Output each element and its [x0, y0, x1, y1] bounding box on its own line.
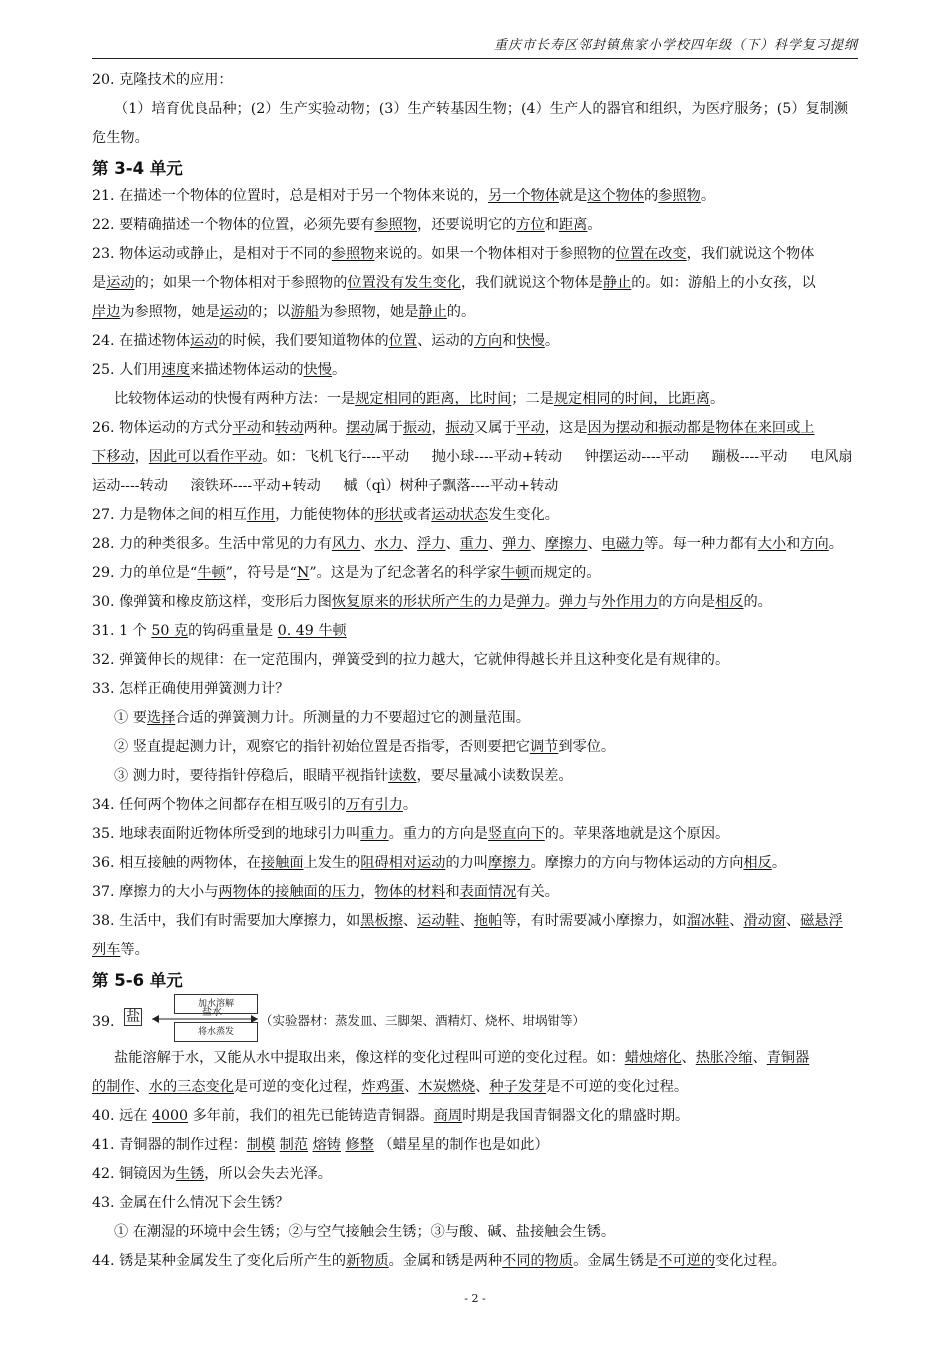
item-33-step3: ③ 测力时，要待指针停稳后，眼睛平视指针读数，要尽量减小读数误差。: [114, 768, 573, 784]
item-23-cont: 是运动的；如果一个物体相对于参照物的位置没有发生变化，我们就说这个物体是静止的。如：游船上的小女孩，以: [92, 275, 816, 291]
item-20: 20. 克隆技术的应用：: [92, 72, 233, 88]
item-33-step2: ② 竖直提起测力计，观察它的指针初始位置是否指零，否则要把它调节到零位。: [114, 739, 616, 755]
equipment-note: （实验器材：蒸发皿、三脚架、酒精灯、烧杯、坩埚钳等）: [260, 1013, 586, 1028]
section-heading-3-4: 第 3-4 单元: [92, 159, 183, 178]
item-27: 27. 力是物体之间的相互作用，力能使物体的形状或者运动状态发生变化。: [92, 507, 559, 523]
item-43: 43. 金属在什么情况下会生锈？: [92, 1195, 290, 1211]
document-body: [92, 66, 872, 1276]
dissolve-box: 加水溶解: [174, 994, 258, 1014]
item-23: 23. 物体运动或静止，是相对于不同的参照物来说的。如果一个物体相对于参照物的位置在改变，我们就说这个物体: [92, 246, 815, 262]
item-25: 25. 人们用速度来描述物体运动的快慢。: [92, 362, 347, 378]
item-38: 38. 生活中，我们有时需要加大摩擦力，如黑板擦、运动鞋、拖帕等，有时需要减小摩擦力，如溜冰鞋、滑动窗、磁悬浮: [92, 913, 843, 929]
item-20-detail-cont: 危生物。: [92, 130, 149, 146]
item-23-cont2: 岸边为参照物，她是运动的；以游船为参照物，她是静止的。: [92, 304, 476, 320]
header-rule: [92, 58, 858, 59]
item-26-examples: 运动----转动 滚铁环----平动+转动 槭（qì）树种子飘落----平动+转动: [92, 478, 559, 494]
item-33: 33. 怎样正确使用弹簧测力计？: [92, 681, 290, 697]
item-22: 22. 要精确描述一个物体的位置，必须先要有参照物，还要说明它的方位和距离。: [92, 217, 602, 233]
item-33-step1: ① 要选择合适的弹簧测力计。所测量的力不要超过它的测量范围。: [114, 710, 530, 726]
page-number: - 2 -: [464, 1292, 486, 1305]
item-39-text: 盐能溶解于水，又能从水中提取出来，像这样的变化过程叫可逆的变化过程。如：蜡烛熔化、热胀冷缩、青铜器: [114, 1050, 810, 1066]
item-25-methods: 比较物体运动的快慢有两种方法：一是规定相同的距离，比时间；二是规定相同的时间，比距离。: [114, 391, 725, 407]
item-41: 41. 青铜器的制作过程：制模 制范 熔铸 修整 （蜡星星的制作也是如此）: [92, 1137, 549, 1153]
salt-label: 盐: [126, 1009, 141, 1025]
item-40: 40. 远在 4000 多年前，我们的祖先已能铸造青铜器。商周时期是我国青铜器文化的鼎盛时期。: [92, 1108, 690, 1124]
item-37: 37. 摩擦力的大小与两物体的接触面的压力，物体的材料和表面情况有关。: [92, 884, 559, 900]
item-29: 29. 力的单位是“牛顿”，符号是“N”。这是为了纪念著名的科学家牛顿而规定的。: [92, 565, 601, 581]
item-39-diagram: [92, 994, 872, 1044]
item-31: 31. 1 个 50 克的钩码重量是 0. 49 牛顿: [92, 623, 347, 639]
item-38-cont: 列车等。: [92, 942, 149, 958]
item-24: 24. 在描述物体运动的时候，我们要知道物体的位置、运动的方向和快慢。: [92, 333, 560, 349]
item-39-text-cont: 的制作、水的三态变化是可逆的变化过程，炸鸡蛋、木炭燃烧、种子发芽是不可逆的变化过程。: [92, 1079, 689, 1095]
item-26-cont: 下移动，因此可以看作平动。如：飞机飞行----平动 抛小球----平动+转动 钟摆运动----平动 蹦极----平动 电风扇: [92, 449, 853, 465]
page-header: 重庆市长寿区邻封镇焦家小学校四年级（下）科学复习提纲: [493, 38, 858, 53]
item-35: 35. 地球表面附近物体所受到的地球引力叫重力。重力的方向是竖直向下的。苹果落地就是这个原因。: [92, 826, 730, 842]
evaporate-box: 将水蒸发: [174, 1022, 258, 1042]
item-30: 30. 像弹簧和橡皮筋这样，变形后力图恢复原来的形状所产生的力是弹力。弹力与外作用力的方向是相反的。: [92, 594, 772, 610]
item-42: 42. 铜镜因为生锈，所以会失去光泽。: [92, 1166, 332, 1182]
item-36: 36. 相互接触的两物体，在接触面上发生的阻碍相对运动的力叫摩擦力。摩擦力的方向与物体运动的方向相反。: [92, 855, 787, 871]
item-20-detail: （1）培育优良品种；(2）生产实验动物；(3）生产转基因生物；(4）生产人的器官和组织，为医疗服务；(5）复制濒: [114, 101, 849, 117]
item-32: 32. 弹簧伸长的规律：在一定范围内，弹簧受到的拉力越大，它就伸得越长并且这种变化是有规律的。: [92, 652, 730, 668]
item-28: 28. 力的种类很多。生活中常见的力有风力、水力、浮力、重力、弹力、摩擦力、电磁力等。每一种力都有大小和方向。: [92, 536, 843, 552]
item-26: 26. 物体运动的方式分平动和转动两种。摆动属于振动，振动又属于平动，这是因为摆动和振动都是物体在来回或上: [92, 420, 815, 436]
item-39-number: 39.: [92, 1014, 115, 1030]
saltwater-label: 盐水: [202, 1007, 222, 1018]
section-heading-5-6: 第 5-6 单元: [92, 971, 183, 990]
item-44: 44. 锈是某种金属发生了变化后所产生的新物质。金属和锈是两种不同的物质。金属生锈是不可逆的变化过程。: [92, 1253, 786, 1269]
item-21: 21. 在描述一个物体的位置时，总是相对于另一个物体来说的，另一个物体就是这个物体的参照物。: [92, 188, 716, 204]
item-34: 34. 任何两个物体之间都存在相互吸引的万有引力。: [92, 797, 418, 813]
item-43-answer: ① 在潮湿的环境中会生锈；②与空气接触会生锈；③与酸、碱、盐接触会生锈。: [114, 1224, 616, 1240]
